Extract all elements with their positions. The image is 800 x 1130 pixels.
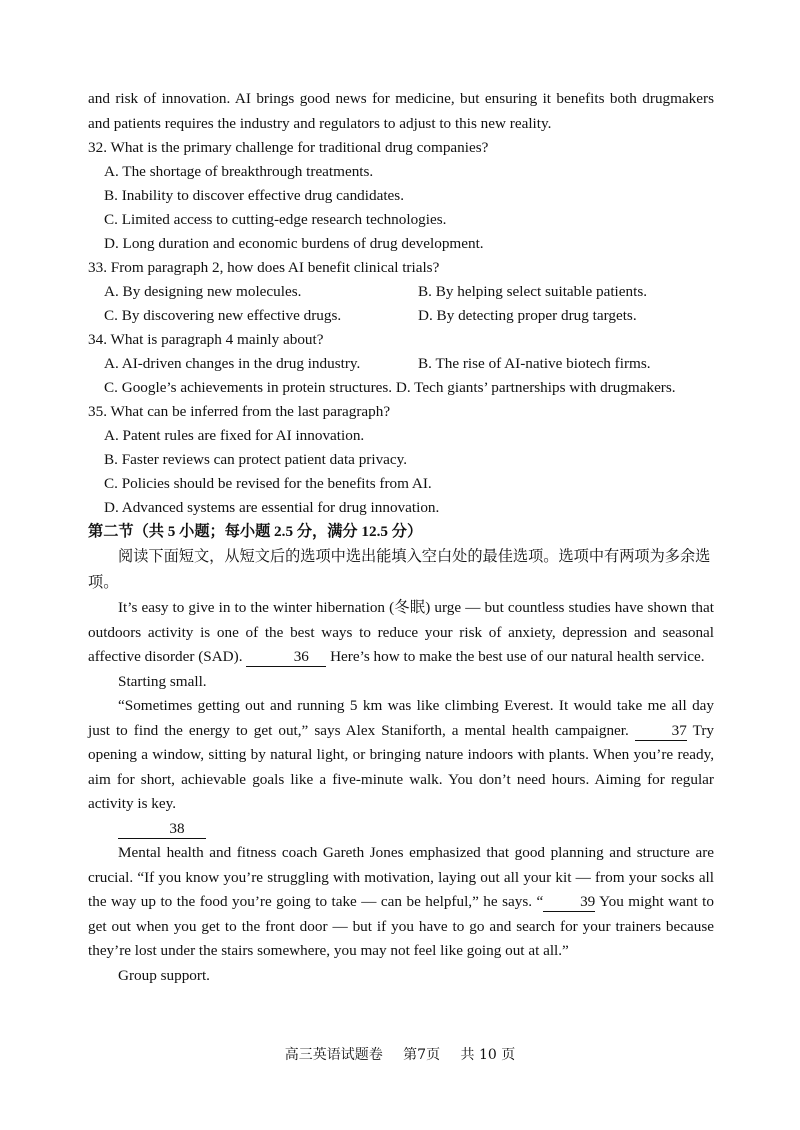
subheading-group-support: Group support. bbox=[118, 966, 210, 984]
question-stem: 33. From paragraph 2, how does AI benefit clinical trials? bbox=[88, 259, 440, 276]
question-stem: 34. What is paragraph 4 mainly about? bbox=[88, 331, 324, 348]
option-a: A. The shortage of breakthrough treatments. bbox=[104, 163, 374, 180]
intro-paragraph: and risk of innovation. AI brings good news for medicine, but ensuring it benefits both drugmakers and patients requires the industry and regulators to adjust to this new reality. bbox=[88, 90, 714, 132]
paragraph-text: Try opening a window, sitting by natural light, or bringing nature indoors with plants. When you’re ready, aim for short, achievable goals like a five-minute walk. You don’t need hours. Aiming for regular activity is key. bbox=[88, 721, 714, 812]
option-a: A. AI-driven changes in the drug industry. bbox=[104, 355, 361, 372]
option-c: C. Policies should be revised for the benefits from AI. bbox=[104, 475, 432, 492]
option-d: D. Long duration and economic burdens of drug development. bbox=[104, 235, 484, 252]
footer-title: 高三英语试题卷 bbox=[284, 1047, 383, 1063]
option-d: D. Tech giants’ partnerships with drugmakers. bbox=[395, 379, 676, 396]
blank-38: 38 bbox=[118, 820, 206, 839]
option-c: C. Limited access to cutting-edge research technologies. bbox=[104, 211, 447, 228]
paragraph-text: It’s easy to give in to the winter hibernation (冬眠) urge — but countless studies have shown that outdoors activity is one of the best ways to reduce your risk of anxiety, depression and seasonal affective disorder (SAD). bbox=[88, 599, 714, 665]
option-b: B. The rise of AI-native biotech firms. bbox=[418, 355, 651, 372]
passage-paragraph-1 bbox=[88, 596, 714, 670]
question-35 bbox=[88, 400, 714, 520]
option-b: B. By helping select suitable patients. bbox=[418, 283, 648, 300]
paragraph-text: You might want to get out when you get to the front door — but if you have to go and search for your trainers because they’re lost under the stairs somewhere, you may not feel like going out at all.” bbox=[88, 893, 714, 959]
footer-total-pages: 共 10 页 bbox=[460, 1047, 516, 1063]
option-c: C. By discovering new effective drugs. bbox=[104, 307, 342, 324]
options-row bbox=[88, 352, 714, 376]
options-row bbox=[88, 280, 714, 304]
options-row bbox=[88, 376, 714, 400]
subheading-starting-small: Starting small. bbox=[118, 672, 207, 690]
subheading-blank-38 bbox=[88, 817, 714, 842]
question-33 bbox=[88, 256, 714, 328]
option-b: B. Faster reviews can protect patient data privacy. bbox=[104, 451, 408, 468]
paragraph-text: Mental health and fitness coach Gareth Jones emphasized that good planning and structure are crucial. “If you know you’re struggling with motivation, laying out all your kit — from your socks all the way up to the food you’re going to take — can be helpful,” he says. “ bbox=[88, 844, 714, 910]
page-footer bbox=[0, 1044, 800, 1064]
blank-39: 39 bbox=[543, 893, 595, 912]
options-row bbox=[88, 304, 714, 328]
question-34 bbox=[88, 328, 714, 400]
paragraph-text: Here’s how to make the best use of our natural health service. bbox=[330, 648, 705, 665]
page-content bbox=[88, 87, 714, 988]
option-a: A. Patent rules are fixed for AI innovation. bbox=[104, 427, 365, 444]
option-d: D. By detecting proper drug targets. bbox=[418, 307, 637, 324]
paragraph-text: “Sometimes getting out and running 5 km was like climbing Everest. It would take me all day just to find the energy to get out,” says Alex Staniforth, a mental health campaigner. bbox=[88, 697, 714, 739]
option-c: C. Google’s achievements in protein structures. bbox=[104, 379, 393, 396]
section-instructions: 阅读下面短文，从短文后的选项中选出能填入空白处的最佳选项。选项中有两项为多余选项。 bbox=[88, 548, 711, 591]
passage-paragraph-3 bbox=[88, 841, 714, 964]
question-stem: 35. What can be inferred from the last paragraph? bbox=[88, 403, 391, 420]
question-32 bbox=[88, 136, 714, 256]
blank-36: 36 bbox=[246, 648, 326, 667]
section-heading: 第二节（共 5 小题；每小题 2.5 分，满分 12.5 分） bbox=[88, 523, 423, 540]
footer-page-number: 第7页 bbox=[403, 1047, 441, 1063]
blank-37: 37 bbox=[635, 722, 687, 741]
option-b: B. Inability to discover effective drug candidates. bbox=[104, 187, 404, 204]
option-a: A. By designing new molecules. bbox=[104, 283, 302, 300]
option-d: D. Advanced systems are essential for drug innovation. bbox=[104, 499, 440, 516]
question-stem: 32. What is the primary challenge for traditional drug companies? bbox=[88, 139, 489, 156]
passage-paragraph-2 bbox=[88, 694, 714, 817]
